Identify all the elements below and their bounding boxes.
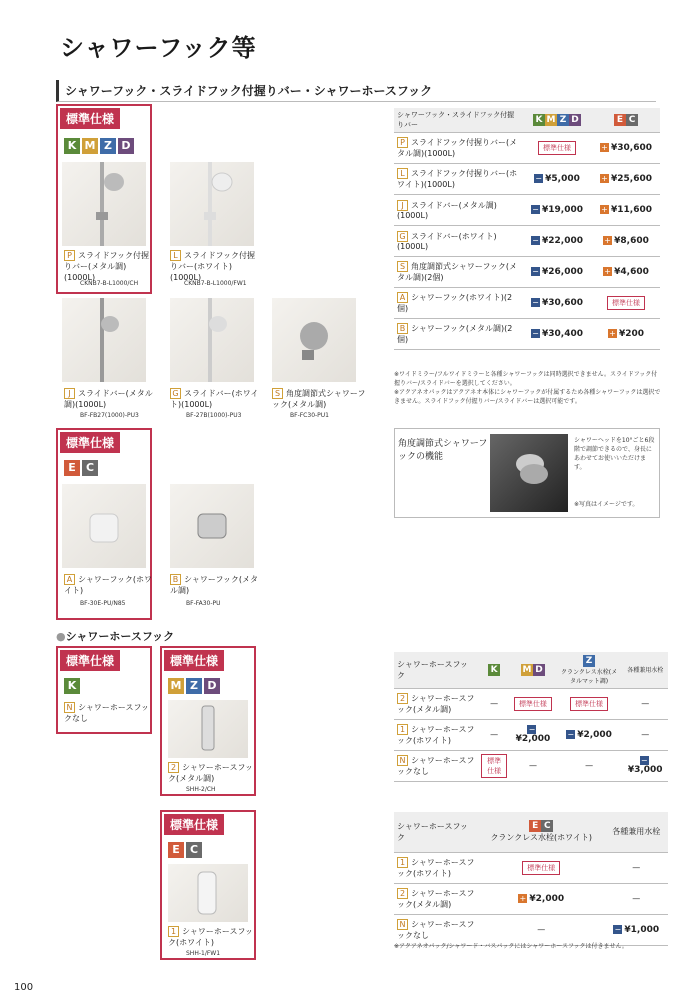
feature-photo	[490, 434, 568, 512]
color-d: D	[204, 678, 220, 694]
color-chips	[168, 842, 202, 858]
product-code-b: BF-FA30-PU	[186, 600, 221, 607]
color-chips	[168, 678, 220, 694]
table-row: B シャワーフック(メタル調)(2個) − ¥30,400 + ¥200	[394, 319, 660, 350]
price-table-2: シャワーホースフック K M D Z クランクレス水栓(メタルマット調) 各種兼用水栓 2 シャワーホースフック(メタル調) — 標準仕様 標準仕様 — 1 シャワーホースフック(ホワイト) — −¥2,000 − ¥2,000 — N シャワーホースフックなし 標準仕様 — — −¥3,000	[394, 652, 668, 782]
color-chips	[64, 460, 98, 476]
feature-title: 角度調節式シャワーフックの機能	[398, 439, 488, 462]
product-code-l: CKNB7-B-L1000/FW1	[184, 280, 247, 287]
product-label-p: P スライドフック付握りバー(メタル調)(1000L)	[64, 251, 149, 282]
color-c: C	[82, 460, 98, 476]
table1-note-2: ※アクアネオパックはアクアネオ本体にシャワーフックが付属するため各種シャワーフックは選択できません。スライドフック付握りバー/スライドバーは選択可能です。	[394, 389, 661, 405]
color-k: K	[64, 678, 80, 694]
hose-label-2: 2 シャワーホースフック(メタル調)	[168, 763, 253, 783]
product-photo-s	[272, 298, 356, 382]
product-photo-j	[62, 298, 146, 382]
color-e: E	[64, 460, 80, 476]
table-row: L スライドフック付握りバー(ホワイト)(1000L) − ¥5,000 + ¥25,600	[394, 164, 660, 195]
color-m: M	[82, 138, 98, 154]
shower-head-angle-image	[490, 434, 568, 512]
product-photo-b	[170, 484, 254, 568]
hose-hook-white-image	[168, 864, 248, 922]
feature-note: ※写真はイメージです。	[574, 501, 639, 508]
section2-header: ●シャワーホースフック	[56, 630, 175, 643]
color-z: Z	[186, 678, 202, 694]
hose-code-1: SHH-1/FW1	[186, 950, 221, 957]
product-photo-p	[62, 162, 146, 246]
color-chips	[64, 678, 80, 694]
table-row: A シャワーフック(ホワイト)(2個) − ¥30,600 標準仕様	[394, 288, 660, 319]
hose-photo-1	[168, 864, 248, 922]
table3-header: シャワーホースフック	[394, 812, 478, 852]
product-photo-l	[170, 162, 254, 246]
product-code-p: CKNB7-B-L1000/CH	[80, 280, 139, 287]
std-label: 標準仕様	[164, 650, 224, 671]
table-row: 1 シャワーホースフック(ホワイト) — −¥2,000 − ¥2,000 —	[394, 719, 668, 750]
color-m: M	[168, 678, 184, 694]
metal-hook-image	[170, 484, 254, 568]
table-row: S 角度調節式シャワーフック(メタル調)(2個) − ¥26,000 + ¥4,600	[394, 257, 660, 288]
table1-note-1: ※ワイドミラー/フルワイドミラーと各種シャワーフックは同時選択できません。スライドフック付握りバー/スライドバーを選択してください。	[394, 371, 658, 387]
slide-bar-white2-image	[170, 298, 254, 382]
table-row: 1 シャワーホースフック(ホワイト) 標準仕様 —	[394, 852, 668, 883]
table-header: シャワーフック・スライドフック付握りバー	[394, 108, 522, 133]
table2-header: シャワーホースフック	[394, 652, 478, 688]
product-label-b: B シャワーフック(メタル調)	[170, 575, 259, 595]
slide-bar-image	[62, 162, 146, 246]
color-d: D	[118, 138, 134, 154]
white-hook-image	[62, 484, 146, 568]
slide-bar-white-image	[170, 162, 254, 246]
table-row: 2 シャワーホースフック(メタル調) — 標準仕様 標準仕様 —	[394, 688, 668, 719]
angle-hook-image	[272, 298, 356, 382]
price-table-1: シャワーフック・スライドフック付握りバー K M Z D E C P スライドフック付握りバー(メタル調)(1000L) 標準仕様 + ¥30,600 L スライドフック付握りバー(ホワイト)(1000L) − ¥5,000 + ¥25,600 J スライドバー(メタル調)(1000L) − ¥19,000 + ¥11,600 G スライドバー(ホワイト)(1000L) − ¥22,000 + ¥8,600 S 角度調節式シャワーフック(メタル調)(2個) − ¥26,000 + ¥4,600 A シャワーフック(ホワイト)(2個) − ¥30,600 標準仕様 B シャワーフック(メタル調)(2個) − ¥30,400 + ¥200	[394, 108, 660, 350]
std-label: 標準仕様	[164, 814, 224, 835]
product-code-j: BF-FB27(1000)-PU3	[80, 412, 139, 419]
section-header: シャワーフック・スライドフック付握りバー・シャワーホースフック	[56, 80, 656, 102]
price-table-3: シャワーホースフック E C クランクレス水栓(ホワイト) 各種兼用水栓 1 シャワーホースフック(ホワイト) 標準仕様 — 2 シャワーホースフック(メタル調) + ¥2,000 — N シャワーホースフックなし — − ¥1,000	[394, 812, 668, 946]
product-label-g: G スライドバー(ホワイト)(1000L)	[170, 389, 259, 409]
table-row: P スライドフック付握りバー(メタル調)(1000L) 標準仕様 + ¥30,600	[394, 133, 660, 164]
hose-label-n: N シャワーホースフックなし	[64, 703, 149, 723]
std-label: 標準仕様	[60, 432, 120, 453]
product-photo-a	[62, 484, 146, 568]
color-e: E	[168, 842, 184, 858]
color-chips	[64, 138, 134, 154]
hose-code-2: SHH-2/CH	[186, 786, 216, 793]
table-row: J スライドバー(メタル調)(1000L) − ¥19,000 + ¥11,600	[394, 195, 660, 226]
color-c: C	[186, 842, 202, 858]
std-label: 標準仕様	[60, 650, 120, 671]
table3-note: ※アクアネオパック/シャワード・バスパックにはシャワーホースフックは付きません。	[394, 943, 628, 950]
table-row: G スライドバー(ホワイト)(1000L) − ¥22,000 + ¥8,600	[394, 226, 660, 257]
product-code-s: BF-FC30-PU1	[290, 412, 329, 419]
slide-bar-metal-image	[62, 298, 146, 382]
product-label-a: A シャワーフック(ホワイト)	[64, 575, 153, 595]
feature-desc: シャワーヘッドを10°ごと6段階で調節できるので、身長にあわせてお使いいただけます。	[574, 437, 655, 471]
page-title: シャワーフック等	[60, 34, 257, 62]
color-z: Z	[100, 138, 116, 154]
product-label-s: S 角度調節式シャワーフック(メタル調)	[272, 389, 366, 409]
page-number: 100	[14, 982, 34, 993]
hose-photo-2	[168, 700, 248, 758]
product-code-a: BF-30E-PU/N85	[80, 600, 126, 607]
table-row: 2 シャワーホースフック(メタル調) + ¥2,000 —	[394, 883, 668, 914]
table-row: N シャワーホースフックなし — − ¥1,000	[394, 914, 668, 945]
product-code-g: BF-27B(1000)-PU3	[186, 412, 242, 419]
table-row: N シャワーホースフックなし 標準仕様 — — −¥3,000	[394, 750, 668, 781]
hose-hook-metal-image	[168, 700, 248, 758]
product-label-j: J スライドバー(メタル調)(1000L)	[64, 389, 153, 409]
std-label: 標準仕様	[60, 108, 120, 129]
product-photo-g	[170, 298, 254, 382]
product-label-l: L スライドフック付握りバー(ホワイト)(1000L)	[170, 251, 255, 282]
color-k: K	[64, 138, 80, 154]
hose-label-1: 1 シャワーホースフック(ホワイト)	[168, 927, 253, 947]
